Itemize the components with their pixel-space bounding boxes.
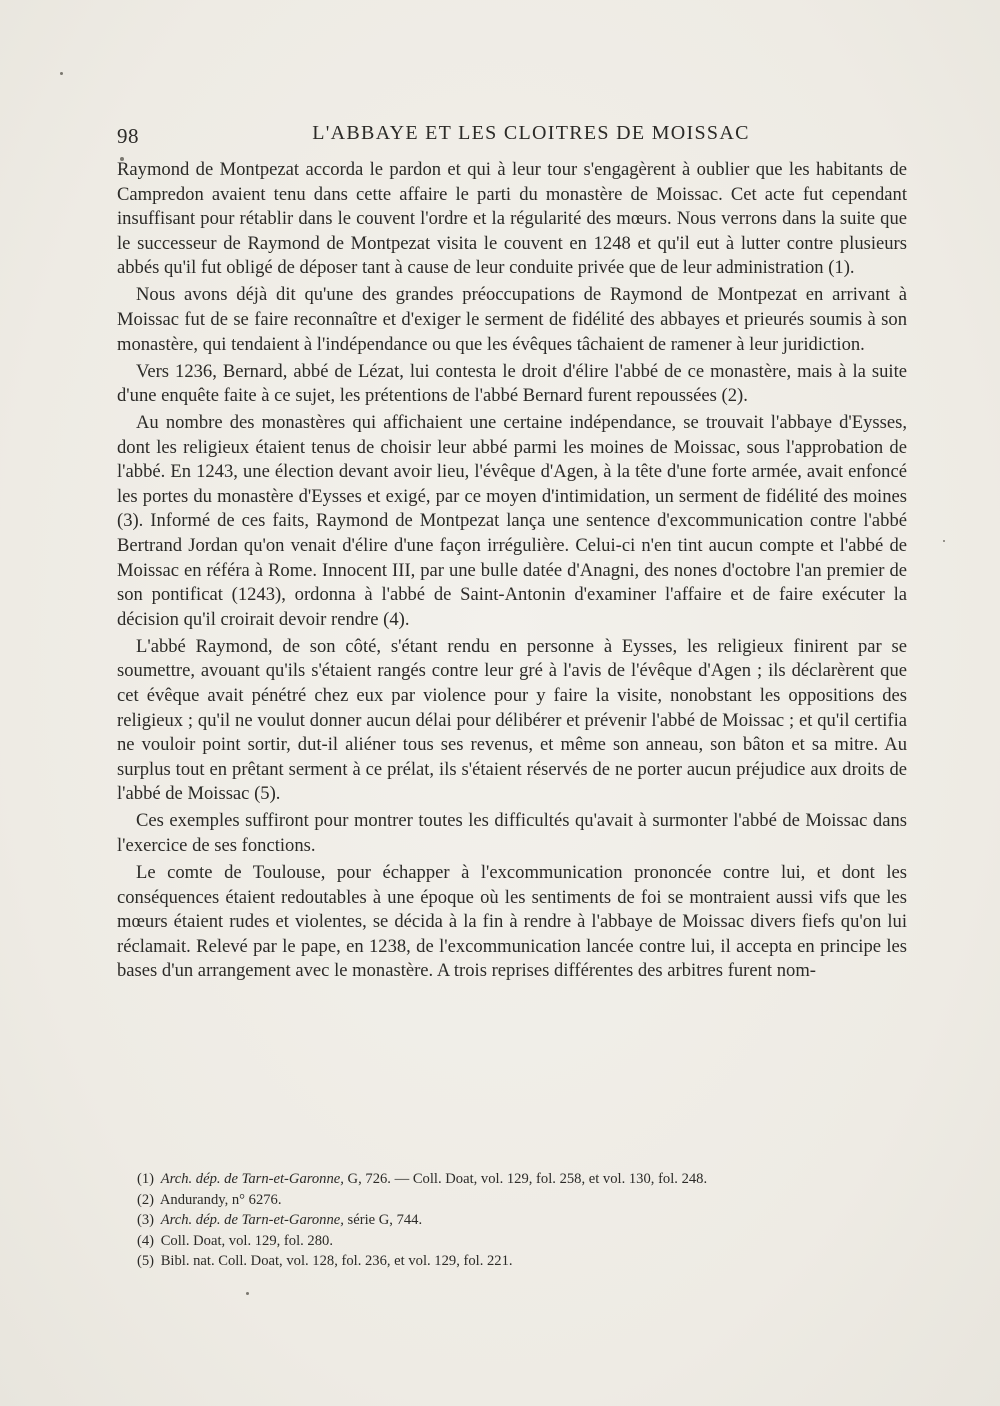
footnote-source: Arch. dép. de Tarn-et-Garonne,: [160, 1212, 344, 1229]
print-speck: [943, 540, 945, 542]
footnote-number: (1): [137, 1171, 155, 1187]
footnote-text: Andurandy, n° 6276.: [159, 1191, 282, 1208]
footnote-text: Bibl. nat. Coll. Doat, vol. 128, fol. 236, et vol. 129, fol. 221.: [160, 1253, 513, 1270]
footnote: [137, 1251, 897, 1272]
footnote-text: série G, 744.: [343, 1212, 423, 1229]
paragraph: L'abbé Raymond, de son côté, s'étant rendu en personne à Eysses, les religieux finirent par se soumettre, avouant qu'ils s'étaient rangés contre leur gré à l'avis de l'évêque d'Agen ; ils déclarèrent que cet évêque avait pénétré chez eux par violence pour y faire la visite, nonobstant les oppositions des religieux ; qu'il ne voulut donner aucun délai pour délibérer et prévenir l'abbé de Moissac ; et qu'il certifia ne vouloir point sortir, dut-il aliéner tous ses revenus, et même son anneau, son bâton et sa mitre. Au surplus tout en prêtant serment à ce prélat, ils s'étaient réservés de ne porter aucun préjudice aux droits de l'abbé de Moissac (5).: [117, 635, 907, 805]
paragraph: Vers 1236, Bernard, abbé de Lézat, lui contesta le droit d'élire l'abbé de ce monastère, mais à la suite d'une enquête faite à ce sujet, les prétentions de l'abbé Bernard furent repoussées (2).: [117, 360, 907, 407]
footnote-number: (3): [137, 1212, 155, 1229]
footnotes: [137, 1169, 897, 1272]
footnote-text: Coll. Doat, vol. 129, fol. 280.: [160, 1232, 333, 1249]
paragraph: Le comte de Toulouse, pour échapper à l'excommunication prononcée contre lui, et dont les conséquences étaient redoutables à une époque où les sentiments de foi se montraient aussi vifs que les mœurs étaient rudes et violentes, se décida à la fin à rendre à l'abbaye de Moissac divers fiefs qu'on lui réclamait. Relevé par le pape, en 1238, de l'excommunication lancée contre lui, il accepta en principe les bases d'un arrangement avec le monastère. A trois reprises différentes des arbitres furent nom-: [117, 861, 907, 982]
print-speck: [60, 72, 63, 75]
footnote-number: (4): [137, 1232, 155, 1249]
paragraph: Ces exemples suffiront pour montrer toutes les difficultés qu'avait à surmonter l'abbé de Moissac dans l'exercice de ses fonctions.: [117, 810, 907, 856]
footnote: [137, 1231, 897, 1252]
footnote: [137, 1169, 897, 1190]
print-speck: [246, 1292, 249, 1295]
page-header: [117, 120, 905, 154]
footnote-number: (5): [137, 1253, 155, 1270]
page-number: 98: [117, 124, 139, 148]
footnote-text: G, 726. — Coll. Doat, vol. 129, fol. 258, et vol. 130, fol. 248.: [343, 1171, 708, 1187]
body-text: [117, 158, 907, 986]
footnote-number: (2): [137, 1191, 155, 1208]
paragraph: Raymond de Montpezat accorda le pardon et qui à leur tour s'engagèrent à oublier que les habitants de Campredon avaient tenu dans cette affaire le parti du monastère de Moissac. Cet acte fut cependant insuffisant pour rétablir dans le couvent l'ordre et la régularité des mœurs. Nous verrons dans la suite que le successeur de Raymond de Montpezat visita le couvent en 1248 et qu'il eut à lutter contre plusieurs abbés qu'il fut obligé de déposer tant à cause de leur conduite privée que de leur administration (1).: [117, 159, 907, 279]
running-title: L'ABBAYE ET LES CLOITRES DE MOISSAC: [312, 122, 750, 144]
footnote: [137, 1190, 897, 1211]
footnote: [137, 1210, 897, 1231]
paragraph: Nous avons déjà dit qu'une des grandes préoccupations de Raymond de Montpezat en arrivant à Moissac fut de se faire reconnaître et d'exiger le serment de fidélité des abbayes et prieurés soumis à son monastère, qui tendaient à l'indépendance ou que les évêques tâchaient de ramener à leur juridiction.: [117, 284, 907, 355]
paragraph: Au nombre des monastères qui affichaient une certaine indépendance, se trouvait l'abbaye d'Eysses, dont les religieux étaient tenus de choisir leur abbé parmi les moines de Moissac, sous l'approbation de l'abbé. En 1243, une élection devant avoir lieu, l'évêque d'Agen, à la tête d'une forte armée, avait enfoncé les portes du monastère d'Eysses et exigé, par ce moyen d'intimidation, un serment de fidélité des moines (3). Informé de ces faits, Raymond de Montpezat lança une sentence d'excommunication contre l'abbé Bertrand Jordan qu'on venait d'élire d'une façon irrégulière. Celui-ci n'en tint aucun compte et l'abbé de Moissac en référa à Rome. Innocent III, par une bulle datée d'Anagni, des nones d'octobre l'an premier de son pontificat (1243), ordonna à l'abbé de Saint-Antonin d'examiner l'affaire et de faire exécuter la décision qu'il croirait devoir rendre (4).: [117, 412, 907, 630]
footnote-source: Arch. dép. de Tarn-et-Garonne,: [160, 1171, 344, 1187]
